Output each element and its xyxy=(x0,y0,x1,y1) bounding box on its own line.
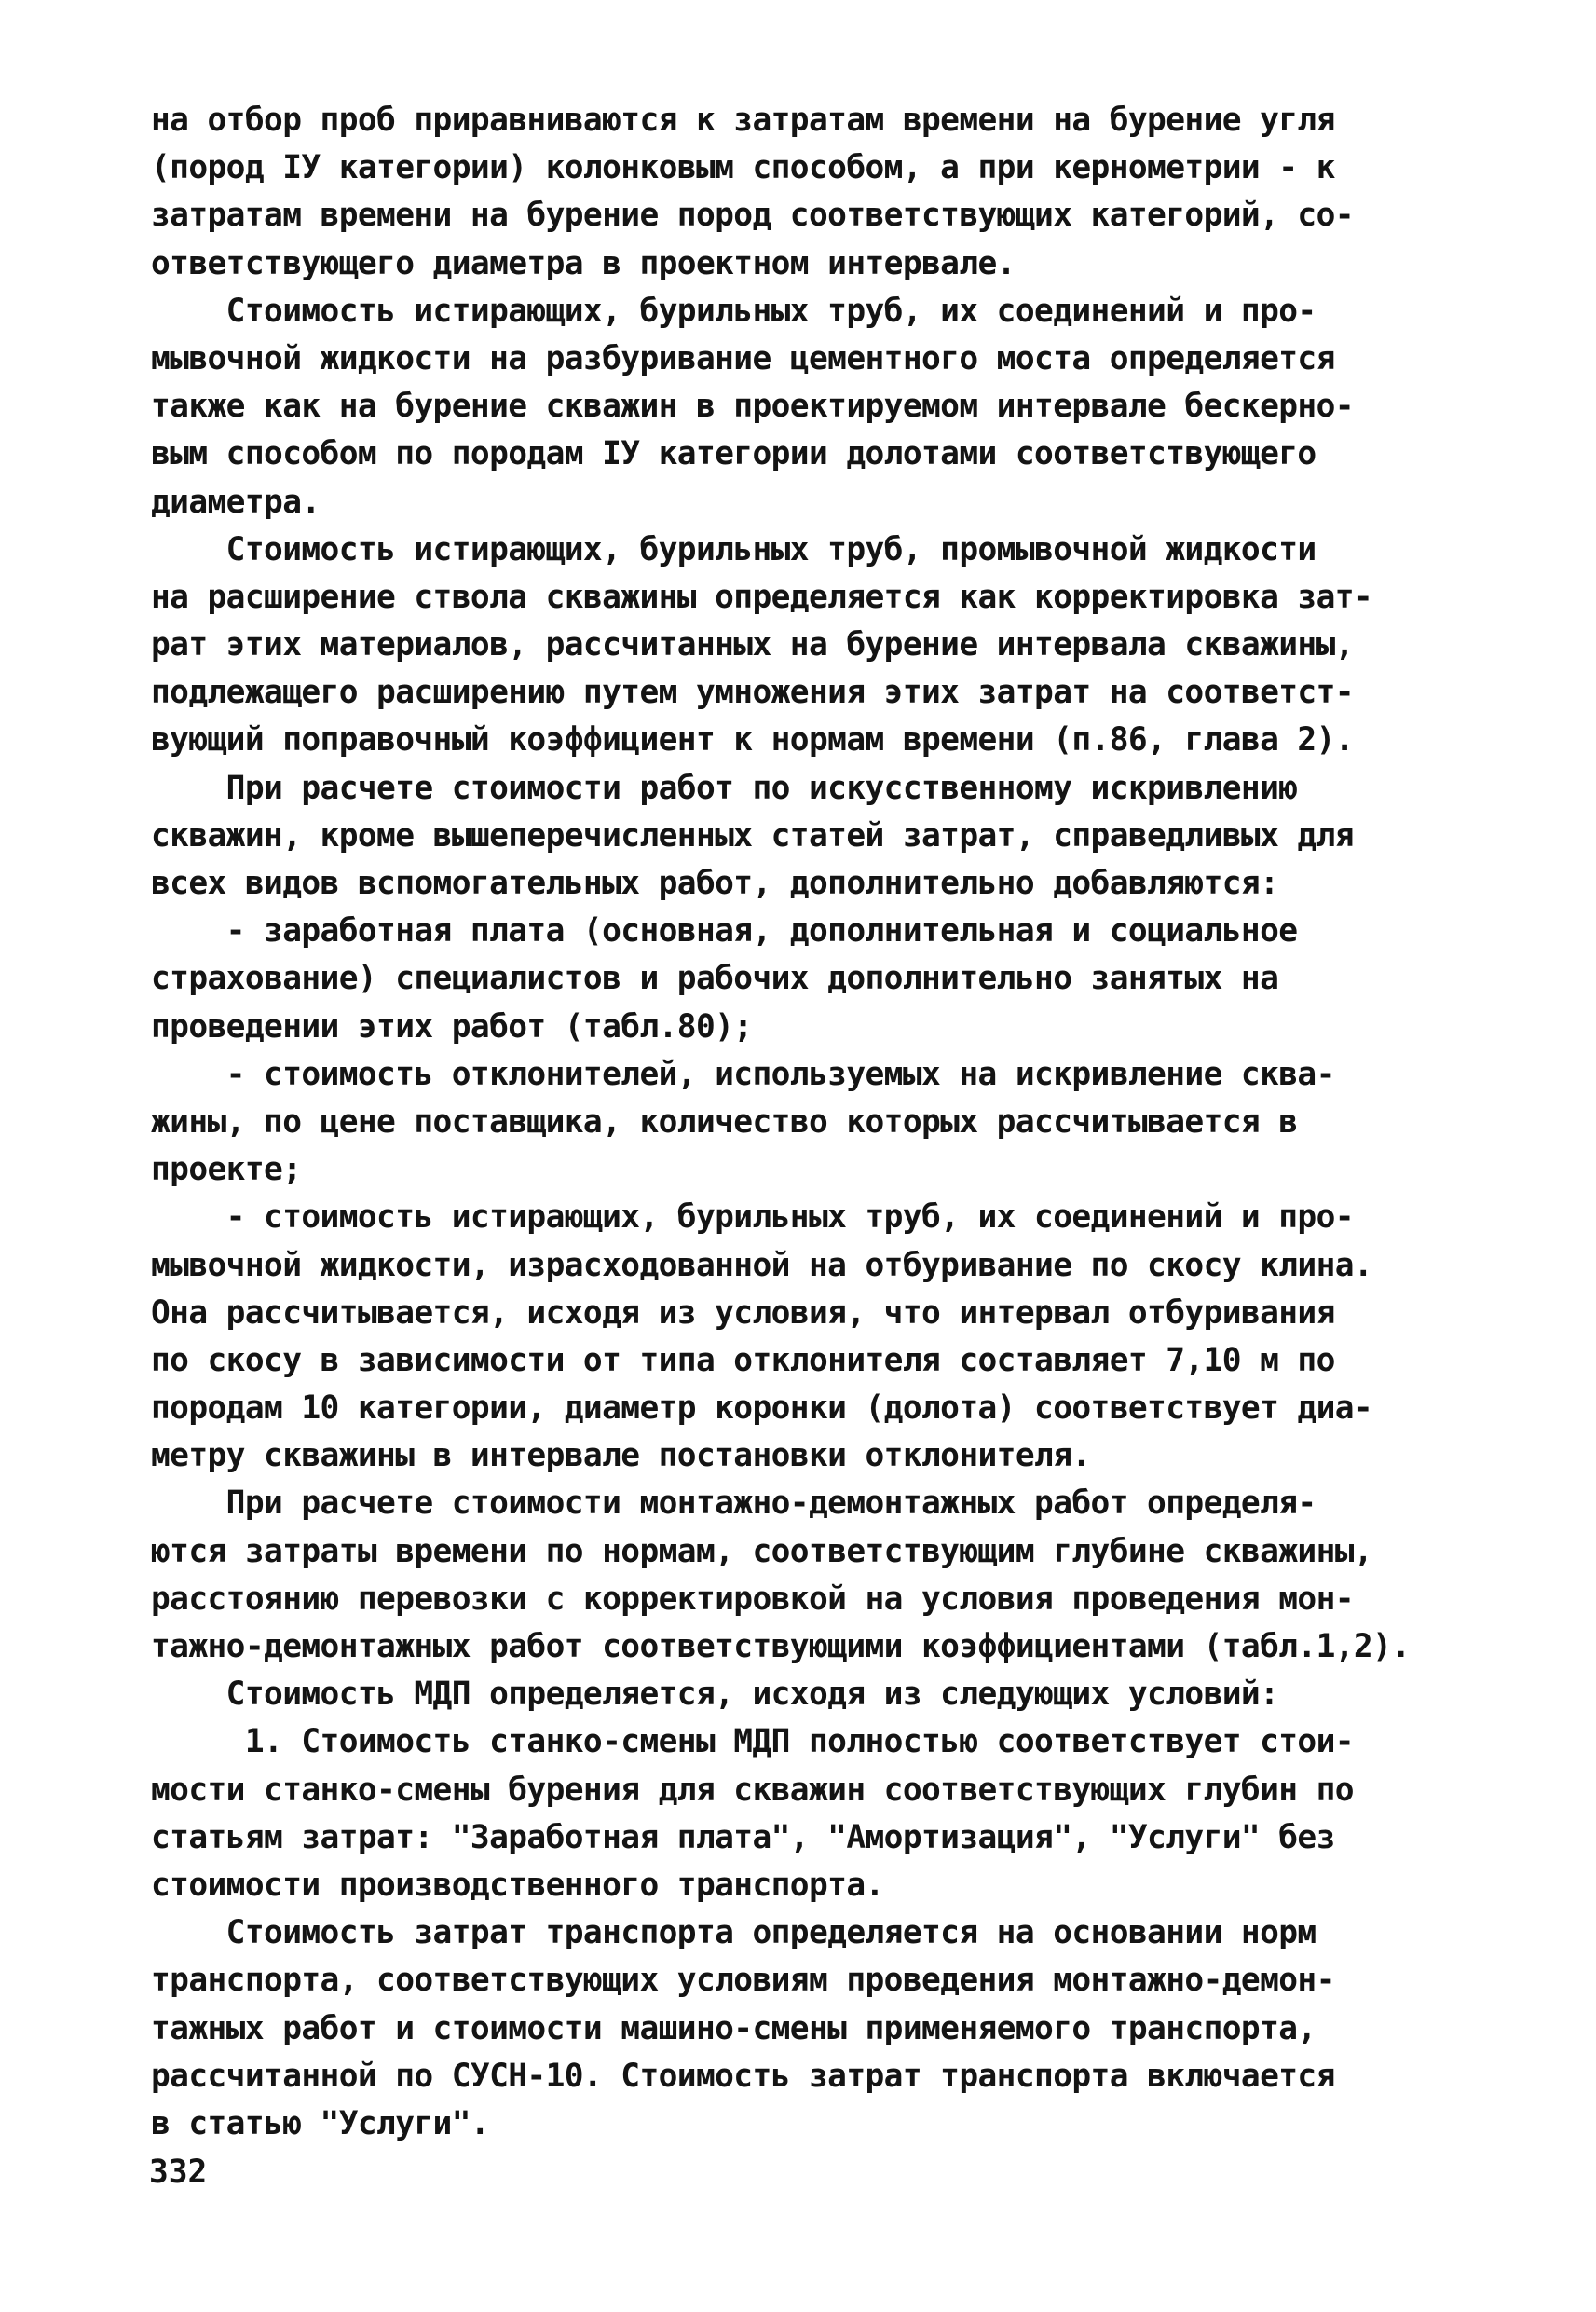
text-line: 1. Стоимость станко-смены МДП полностью соответствует стои- xyxy=(151,1723,1354,1761)
text-line: страхование) специалистов и рабочих дополнительно занятых на xyxy=(151,960,1279,998)
text-line: породам 10 категории, диаметр коронки (долота) соответствует диа- xyxy=(151,1389,1373,1428)
text-line: - стоимость истирающих, бурильных труб, их соединений и про- xyxy=(151,1198,1354,1237)
text-line: вым способом по породам IУ категории долотами соответствующего xyxy=(151,435,1316,473)
text-line: Стоимость затрат транспорта определяется на основании норм xyxy=(151,1914,1316,1952)
page-number: 332 xyxy=(149,2154,208,2191)
text-line: всех видов вспомогательных работ, дополнительно добавляются: xyxy=(151,865,1279,902)
text-line: Стоимость истирающих, бурильных труб, их соединений и про- xyxy=(151,292,1316,330)
text-line: мости станко-смены бурения для скважин соответствующих глубин по xyxy=(151,1771,1354,1809)
text-line: в статью "Услуги". xyxy=(151,2104,490,2142)
text-line: рат этих материалов, рассчитанных на бурение интервала скважины, xyxy=(151,626,1354,664)
text-line: рассчитанной по СУСН-10. Стоимость затрат транспорта включается xyxy=(151,2057,1335,2095)
text-line: Она рассчитывается, исходя из условия, что интервал отбуривания xyxy=(151,1293,1335,1332)
text-line: вующий поправочный коэффициент к нормам времени (п.86, глава 2). xyxy=(151,721,1354,759)
text-line: жины, по цене поставщика, количество которых рассчитывается в xyxy=(151,1102,1298,1141)
text-line: на расширение ствола скважины определяется как корректировка зат- xyxy=(151,578,1373,616)
text-line: проекте; xyxy=(151,1151,302,1189)
text-line: транспорта, соответствующих условиям проведения монтажно-демон- xyxy=(151,1962,1335,2000)
text-line: - заработная плата (основная, дополнительная и социальное xyxy=(151,912,1298,951)
text-line: диаметра. xyxy=(151,483,321,521)
text-line: подлежащего расширению путем умножения этих затрат на соответст- xyxy=(151,674,1354,712)
text-line: стоимости производственного транспорта. xyxy=(151,1866,884,1904)
text-line: расстоянию перевозки с корректировкой на условия проведения мон- xyxy=(151,1580,1354,1618)
text-line: метру скважины в интервале постановки отклонителя. xyxy=(151,1437,1091,1475)
text-line: по скосу в зависимости от типа отклонителя составляет 7,10 м по xyxy=(151,1341,1335,1379)
text-line: - стоимость отклонителей, используемых на искривление сква- xyxy=(151,1055,1335,1093)
text-line: ответствующего диаметра в проектном интервале. xyxy=(151,244,1016,282)
text-line: Стоимость МДП определяется, исходя из следующих условий: xyxy=(151,1676,1279,1714)
text-line: проведении этих работ (табл.80); xyxy=(151,1007,753,1046)
text-line: мывочной жидкости на разбуривание цементного моста определяется xyxy=(151,339,1335,377)
text-line: на отбор проб приравниваются к затратам времени на бурение угля xyxy=(151,102,1335,139)
body-text xyxy=(151,97,1493,2148)
text-line: скважин, кроме вышеперечисленных статей затрат, справедливых для xyxy=(151,816,1354,855)
text-line: ются затраты времени по нормам, соответствующим глубине скважины, xyxy=(151,1532,1373,1570)
text-line: затратам времени на бурение пород соответствующих категорий, со- xyxy=(151,197,1354,235)
text-line: Стоимость истирающих, бурильных труб, промывочной жидкости xyxy=(151,530,1316,568)
text-line: (пород IУ категории) колонковым способом, а при кернометрии - к xyxy=(151,149,1335,187)
text-line: тажно-демонтажных работ соответствующими коэффициентами (табл.1,2). xyxy=(151,1628,1411,1665)
text-line: тажных работ и стоимости машино-смены применяемого транспорта, xyxy=(151,2009,1316,2047)
text-line: При расчете стоимости монтажно-демонтажных работ определя- xyxy=(151,1484,1316,1523)
text-line: статьям затрат: "Заработная плата", "Амортизация", "Услуги" без xyxy=(151,1818,1335,1856)
text-line: мывочной жидкости, израсходованной на отбуривание по скосу клина. xyxy=(151,1246,1373,1284)
text-line: также как на бурение скважин в проектируемом интервале бескерно- xyxy=(151,388,1354,426)
text-line: При расчете стоимости работ по искусственному искривлению xyxy=(151,769,1298,807)
